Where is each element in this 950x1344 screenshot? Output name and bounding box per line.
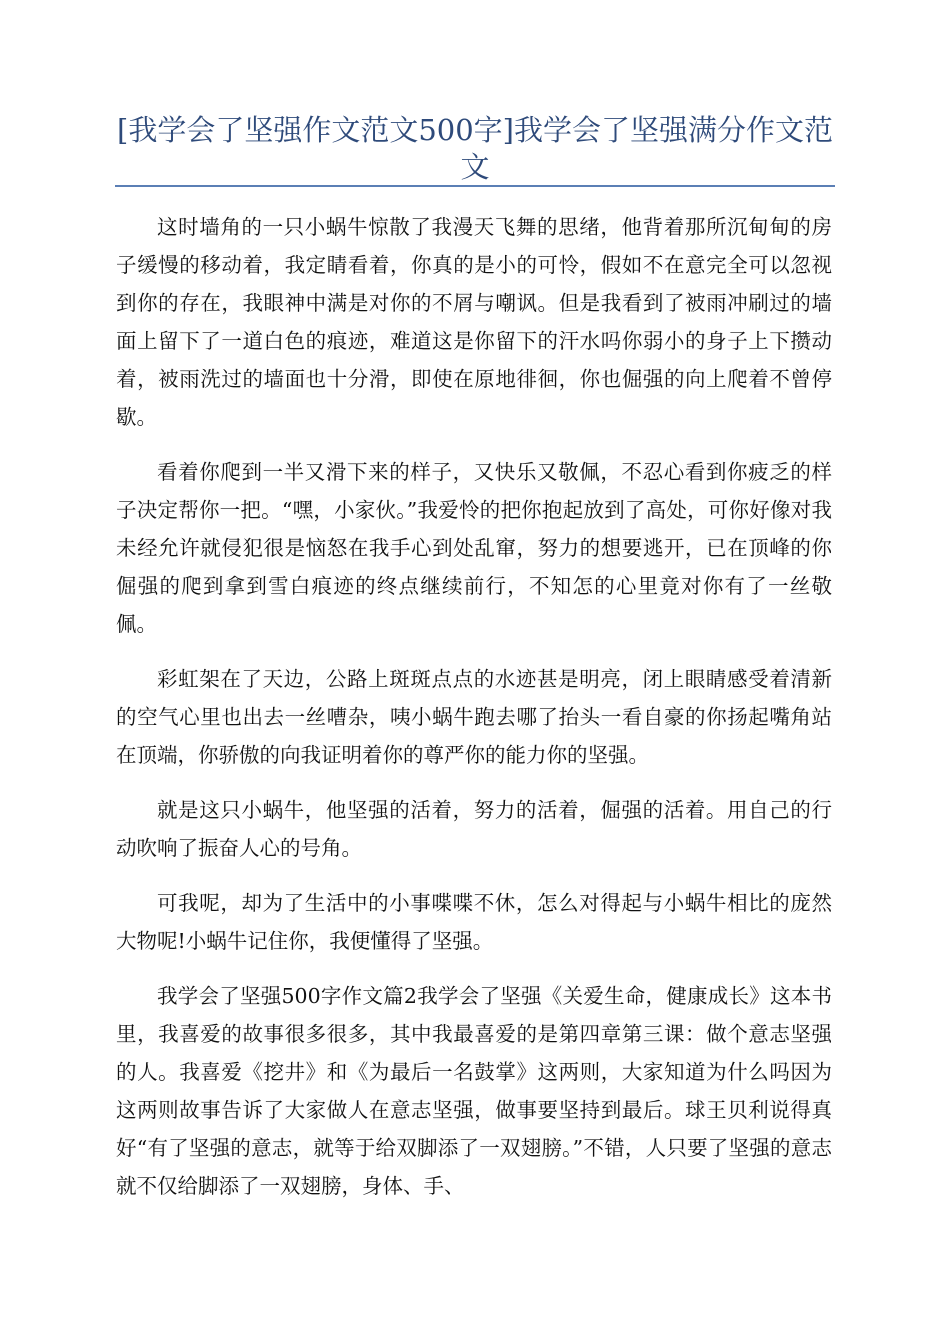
document-body [116, 208, 832, 1222]
document-title: [我学会了坚强作文范文500字]我学会了坚强满分作文范文 [117, 113, 833, 184]
paragraph-2: 看着你爬到一半又滑下来的样子，又快乐又敬佩，不忍心看到你疲乏的样子决定帮你一把。“嘿，小家伙。”我爱怜的把你抱起放到了高处，可你好像对我未经允许就侵犯很是恼怒在我手心到处乱窜，努力的想要逃开，已在顶峰的你倔强的爬到拿到雪白痕迹的终点继续前行，不知怎的心里竟对你有了一丝敬佩。 [116, 460, 832, 636]
paragraph-5: 可我呢，却为了生活中的小事喋喋不休，怎么对得起与小蜗牛相比的庞然大物呢!小蜗牛记住你，我便懂得了坚强。 [116, 891, 832, 953]
paragraph-6: 我学会了坚强500字作文篇2我学会了坚强《关爱生命，健康成长》这本书里，我喜爱的故事很多很多，其中我最喜爱的是第四章第三课：做个意志坚强的人。我喜爱《挖井》和《为最后一名鼓掌》这两则，大家知道为什么吗因为这两则故事告诉了大家做人在意志坚强，做事要坚持到最后。球王贝利说得真好“有了坚强的意志，就等于给双脚添了一双翅膀。”不错，人只要了坚强的意志就不仅给脚添了一双翅膀，身体、手、 [116, 984, 832, 1198]
paragraph-1: 这时墙角的一只小蜗牛惊散了我漫天飞舞的思绪，他背着那所沉甸甸的房子缓慢的移动着，我定睛看着，你真的是小的可怜，假如不在意完全可以忽视到你的存在，我眼神中满是对你的不屑与嘲讽。但是我看到了被雨冲刷过的墙面上留下了一道白色的痕迹，难道这是你留下的汗水吗你弱小的身子上下攒动着，被雨洗过的墙面也十分滑，即使在原地徘徊，你也倔强的向上爬着不曾停歇。 [116, 215, 832, 429]
title-underline [115, 185, 835, 187]
paragraph-4: 就是这只小蜗牛，他坚强的活着，努力的活着，倔强的活着。用自己的行动吹响了振奋人心的号角。 [116, 798, 832, 860]
paragraph-3: 彩虹架在了天边，公路上斑斑点点的水迹甚是明亮，闭上眼睛感受着清新的空气心里也出去一丝嘈杂，咦小蜗牛跑去哪了抬头一看自豪的你扬起嘴角站在顶端，你骄傲的向我证明着你的尊严你的能力你的坚强。 [116, 667, 832, 767]
